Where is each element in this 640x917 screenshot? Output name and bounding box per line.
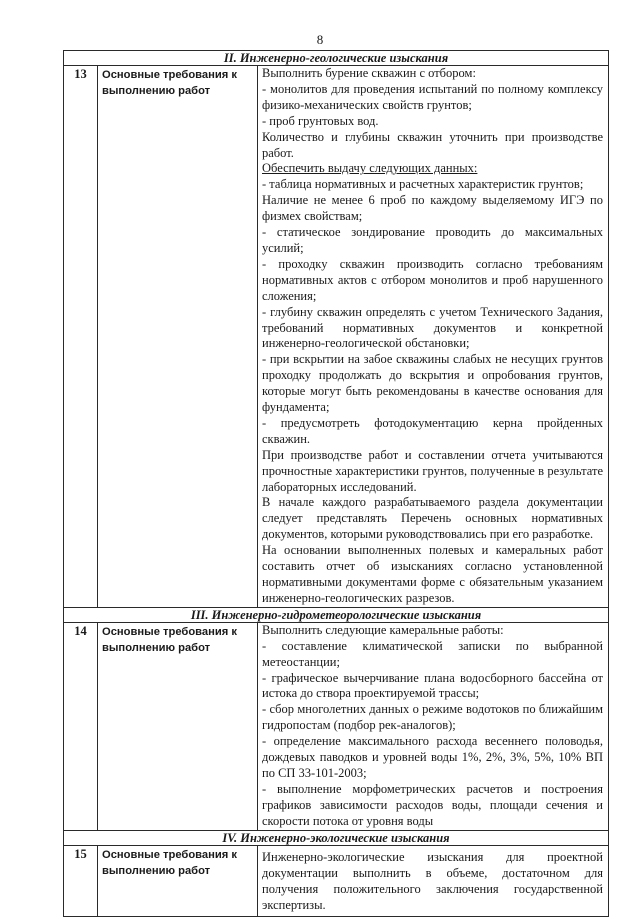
paragraph: - таблица нормативных и расчетных характеристик грунтов; xyxy=(262,177,584,192)
paragraph: - предусмотреть фотодокументацию керна пройденных скважин. xyxy=(262,415,603,446)
paragraph: При производстве работ и составлении отчета учитываются прочностные характеристики грунтов, полученные в результате лабораторных исследований. xyxy=(262,447,603,494)
row-content xyxy=(258,66,609,608)
paragraph: - проходку скважин производить согласно требованиям нормативных актов с отбором монолитов и проб нарушенного сложения; xyxy=(262,256,603,303)
row-number: 14 xyxy=(64,622,98,830)
row-label: Основные требования к выполнению работ xyxy=(98,845,258,916)
paragraph: Наличие не менее 6 проб по каждому выделяемому ИГЭ по физмех свойствам; xyxy=(262,193,603,224)
paragraph: - графическое вычерчивание плана водосборного бассейна от истока до створа проектируемой трассы; xyxy=(262,670,603,701)
row-label: Основные требования к выполнению работ xyxy=(98,622,258,830)
page-number: 8 xyxy=(316,32,324,47)
row-content xyxy=(258,622,609,830)
paragraph: Инженерно-экологические изыскания для проектной документации выполнить в объеме, достаточном для получения положительного заключения государственной экспертизы. xyxy=(262,849,603,912)
section-title: III. Инженерно-гидрометеорологические изыскания xyxy=(64,607,609,622)
section-header-row xyxy=(64,51,609,66)
section-title: IV. Инженерно-экологические изыскания xyxy=(64,830,609,845)
paragraph: - статическое зондирование проводить до максимальных усилий; xyxy=(262,225,603,255)
paragraph: - сбор многолетних данных о режиме водотоков по ближайшим гидропостам (подбор рек-аналогов); xyxy=(262,702,603,733)
paragraph: На основании выполненных полевых и камеральных работ составить отчет об изысканиях согласно установленной нормативными документами форме с обязательным указанием инженерно-геологических разрезов. xyxy=(262,543,603,605)
paragraph: - составление климатической записки по выбранной метеостанции; xyxy=(262,638,603,669)
paragraph: - монолитов для проведения испытаний по полному комплексу физико-механических свойств грунтов; xyxy=(262,81,603,112)
paragraph: - выполнение морфометрических расчетов и построения графиков зависимости расходов воды, площади сечения и скорости потока от уровня воды xyxy=(262,781,603,828)
paragraph: - глубину скважин определять с учетом Технического Задания, требований нормативных документов и конкретной инженерно-геологической обстановки; xyxy=(262,304,603,351)
table-row xyxy=(64,66,609,608)
requirements-table xyxy=(63,50,609,917)
paragraph: - определение максимального расхода весеннего половодья, дождевых паводков и уровней воды 1%, 2%, 3%, 5%, 10% ВП по СП 33-101-2003; xyxy=(262,734,603,780)
paragraph: - проб грунтовых вод. xyxy=(262,113,379,128)
paragraph: В начале каждого разрабатываемого раздела документации следует представлять Перечень основных нормативных документов, которыми руководствовались при его разработке. xyxy=(262,495,603,542)
table-row xyxy=(64,845,609,916)
paragraph: - при вскрытии на забое скважины слабых не несущих грунтов проходку продолжать до вскрытия и опробования грунтов, которые могут быть рекомендованы в качестве основания для фундамента; xyxy=(262,352,603,415)
underlined-heading: Обеспечить выдачу следующих данных: xyxy=(262,161,478,176)
paragraph: Выполнить следующие камеральные работы: xyxy=(262,622,504,637)
row-number: 13 xyxy=(64,66,98,608)
paragraph: Количество и глубины скважин уточнить при производстве работ. xyxy=(262,129,603,160)
row-number: 15 xyxy=(64,845,98,916)
table-row xyxy=(64,622,609,830)
section-header-row xyxy=(64,607,609,622)
section-header-row xyxy=(64,830,609,845)
paragraph: Выполнить бурение скважин с отбором: xyxy=(262,66,476,80)
section-title: II. Инженерно-геологические изыскания xyxy=(64,51,609,66)
row-content xyxy=(258,845,609,916)
row-label: Основные требования к выполнению работ xyxy=(98,66,258,608)
